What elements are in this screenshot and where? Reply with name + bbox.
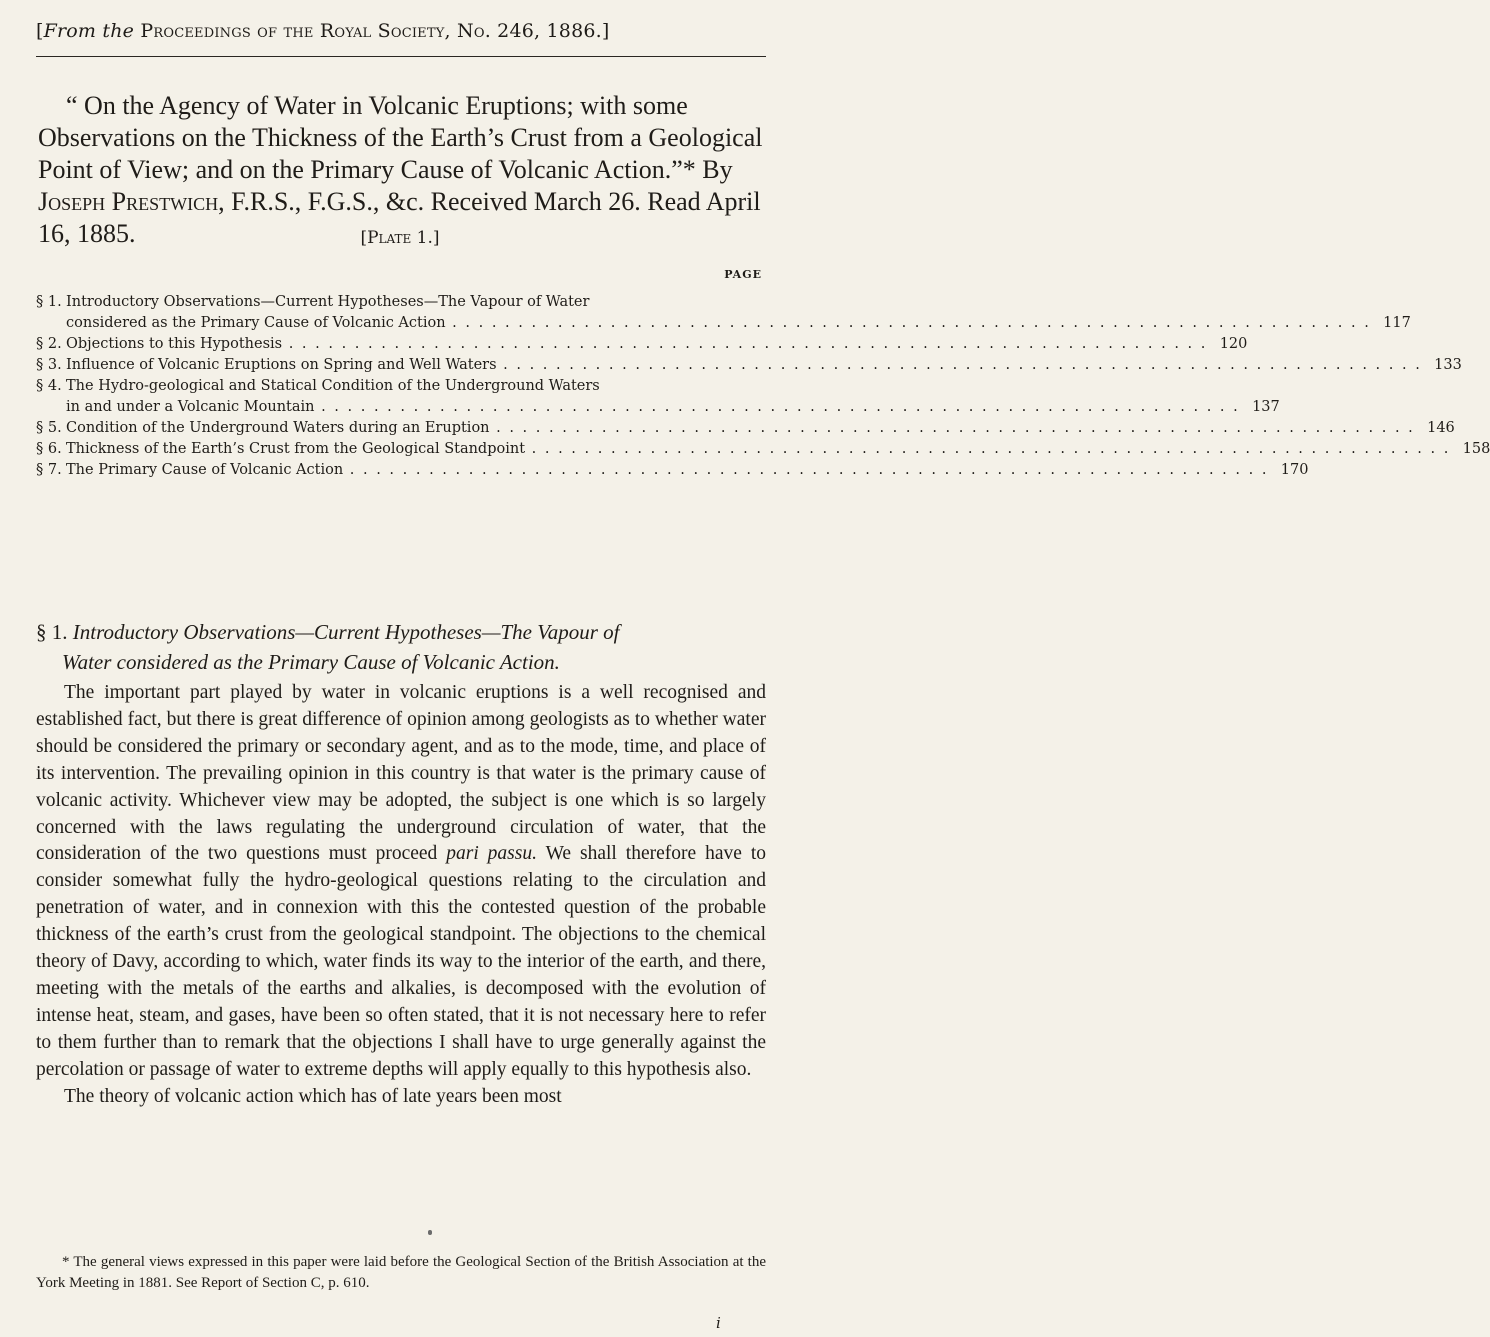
page-folio: i: [716, 1314, 721, 1332]
plate-reference: [Plate 1.]: [360, 228, 440, 248]
paragraph: The important part played by water in volcanic eruptions is a well recognised and established fact, but there is great difference of opinion among geologists as to whether water should be considered the primary or secondary agent, and as to the mode, time, and place of its intervention. The prevailing opinion in this country is that water is the primary cause of volcanic activity. Whichever view may be adopted, the subject is one which is so largely concerned with the laws regulating the underground circulation of water, that the consideration of the two questions must proceed pari passu. We shall therefore have to consider somewhat fully the hydro-geological questions relating to the circulation and penetration of water, and in connexion with this the contested question of the probable thickness of the earth’s crust from the geological standpoint. The objections to the chemical theory of Davy, according to which, water finds its way to the interior of the earth, and there, meeting with the metals of the earths and alkalies, is decomposed with the evolution of intense heat, steam, and gases, have been so often stated, that it is not necessary here to refer to them further than to remark that the objections I shall have to urge generally against the percolation or passage of water to extreme depths will apply equally to this hypothesis also.: [36, 682, 766, 1080]
toc-entry: [36, 460, 1309, 481]
section-heading-line2: Water considered as the Primary Cause of Volcanic Action.: [62, 650, 560, 674]
toc-entry: [36, 292, 1411, 334]
toc-title: Influence of Volcanic Eruptions on Spring and Well Waters . . . . . . . . . . . . . . . . . . . . . . . . . . . . . . . . . . . . . . . . . . . . . . . . . . . . . . . . . . . . . . . . . . . . . .: [66, 357, 1422, 373]
toc-page-number: 170: [1280, 462, 1309, 478]
toc-section-number: § 7.: [36, 462, 62, 478]
paper-title: [38, 90, 763, 250]
toc-entry: [36, 376, 1280, 418]
toc-title: Introductory Observations—Current Hypotheses—The Vapour of Water: [66, 294, 590, 310]
ink-mark: [428, 1230, 432, 1235]
toc-section-number: § 1.: [36, 294, 62, 310]
toc-page-number: 146: [1427, 420, 1455, 436]
toc-title-cont: considered as the Primary Cause of Volcanic Action . . . . . . . . . . . . . . . . . . . . . . . . . . . . . . . . . . . . . . . . . . . . . . . . . . . . . . . . . . . . . . . . . . . . . .: [66, 315, 1371, 331]
section-heading-line1: Introductory Observations—Current Hypotheses—The Vapour of: [72, 620, 620, 644]
paragraph: The theory of volcanic action which has of late years been most: [64, 1085, 562, 1107]
toc-entry: [36, 355, 1462, 376]
toc-page-number: 133: [1434, 357, 1462, 373]
toc-section-number: § 2.: [36, 336, 62, 352]
title-text: “ On the Agency of Water in Volcanic Eruptions; with some Observations on the Thickness of the Earth’s Crust from a Geological Point of View; and on the Primary Cause of Volcanic Action.”* By: [38, 91, 763, 184]
toc-section-number: § 6.: [36, 441, 62, 457]
toc-page-number: 117: [1383, 315, 1411, 331]
toc-section-number: § 3.: [36, 357, 62, 373]
toc-page-label: PAGE: [724, 268, 762, 281]
header-from: From the: [43, 20, 135, 42]
toc-title: The Primary Cause of Volcanic Action . . . . . . . . . . . . . . . . . . . . . . . . . . . . . . . . . . . . . . . . . . . . . . . . . . . . . . . . . . . . . . . . . . . . . .: [66, 462, 1269, 478]
running-header: [From the Proceedings of the Royal Society, No. 246, 1886.]: [36, 20, 610, 42]
title-rest: , F.R.S., F.G.S., &c. Received March 26. Read April 16, 1885.: [38, 187, 761, 248]
toc-page-number: 120: [1219, 336, 1248, 352]
toc-title: Objections to this Hypothesis . . . . . . . . . . . . . . . . . . . . . . . . . . . . . . . . . . . . . . . . . . . . . . . . . . . . . . . . . . . . . . . . . . . . . .: [66, 336, 1208, 352]
toc-entry: [36, 439, 1490, 460]
footnote: * The general views expressed in this paper were laid before the Geological Section of the British Association at the York Meeting in 1881. See Report of Section C, p. 610.: [36, 1254, 766, 1291]
toc-section-number: § 5.: [36, 420, 62, 436]
header-rule: [36, 56, 766, 57]
toc-title: Thickness of the Earth’s Crust from the Geological Standpoint . . . . . . . . . . . . . . . . . . . . . . . . . . . . . . . . . . . . . . . . . . . . . . . . . . . . . . . . . . . . . . . . . . . . . .: [66, 441, 1451, 457]
table-of-contents: [36, 292, 1490, 481]
section-number: § 1.: [36, 620, 68, 644]
section-heading: [36, 617, 764, 677]
author-name: Joseph Prestwich: [38, 187, 219, 216]
toc-title: The Hydro-geological and Statical Condition of the Underground Waters: [66, 378, 600, 394]
toc-entry: [36, 334, 1248, 355]
toc-page-number: 137: [1252, 399, 1280, 415]
body-text: [36, 680, 766, 1111]
toc-section-number: § 4.: [36, 378, 62, 394]
toc-title-cont: in and under a Volcanic Mountain . . . . . . . . . . . . . . . . . . . . . . . . . . . . . . . . . . . . . . . . . . . . . . . . . . . . . . . . . . . . . . . . . . . . . .: [66, 399, 1240, 415]
toc-page-number: 158: [1462, 441, 1490, 457]
header-journal: Proceedings of the Royal Society, No. 246, 1886.: [140, 20, 602, 42]
toc-title: Condition of the Underground Waters during an Eruption . . . . . . . . . . . . . . . . . . . . . . . . . . . . . . . . . . . . . . . . . . . . . . . . . . . . . . . . . . . . . . . . . . . . . .: [66, 420, 1415, 436]
toc-entry: [36, 418, 1455, 439]
